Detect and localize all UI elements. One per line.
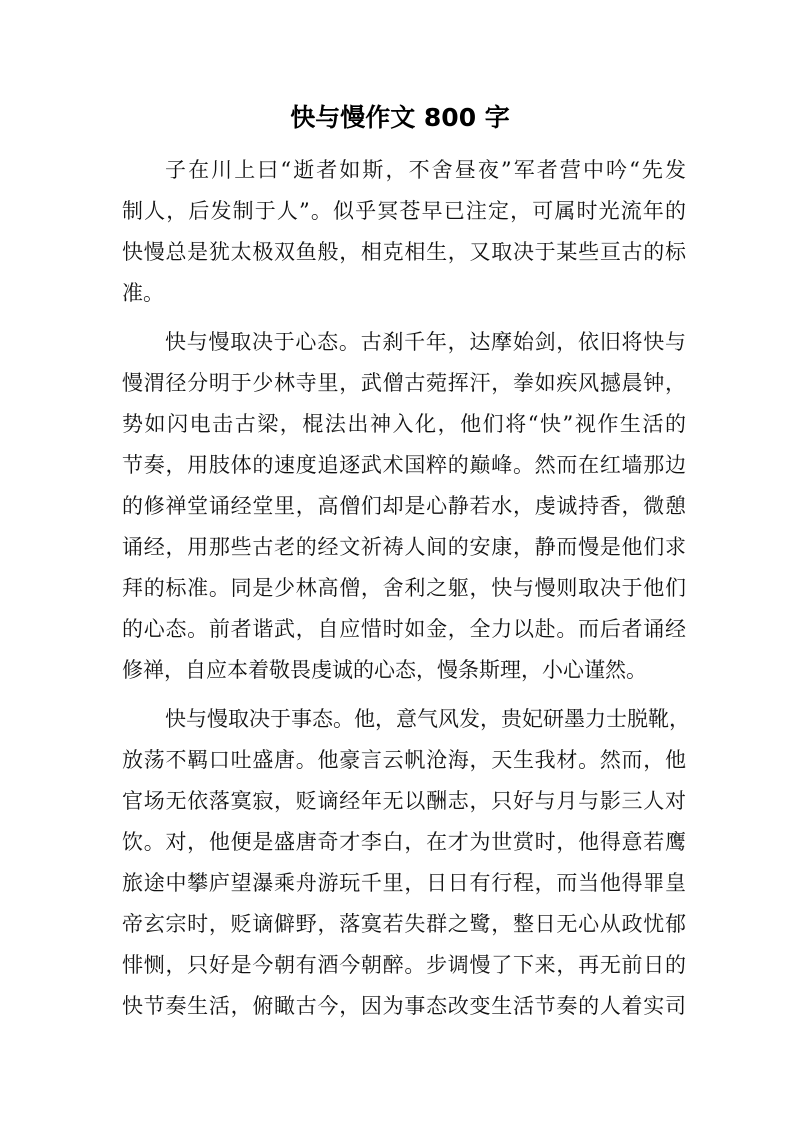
paragraph-line: 拜的标准。同是少林高僧，舍利之躯，快与慢则取决于他们 (122, 576, 686, 600)
paragraph-line: 帝玄宗时，贬谪僻野，落寞若失群之鹭，整日无心从政忧郁 (122, 912, 686, 936)
paragraph-line: 诵经，用那些古老的经文祈祷人间的安康，静而慢是他们求 (122, 535, 686, 559)
paragraph-line: 放荡不羁口吐盛唐。他豪言云帆沧海，天生我材。然而，他 (122, 748, 686, 772)
paragraph-line: 旅途中攀庐望瀑乘舟游玩千里，日日有行程，而当他得罪皇 (122, 871, 686, 895)
paragraph-line: 快节奏生活，俯瞰古今，因为事态改变生活节奏的人着实司 (122, 994, 686, 1018)
paragraph-line: 子在川上曰“逝者如斯，不舍昼夜”军者营中吟“先发 (165, 158, 686, 182)
paragraph-line: 官场无依落寞寂，贬谪经年无以酬志，只好与月与影三人对 (122, 789, 686, 813)
paragraph-line: 快与慢取决于事态。他，意气风发，贵妃研墨力士脱靴， (165, 707, 690, 731)
paragraph-line: 悱恻，只好是今朝有酒今朝醉。步调慢了下来，再无前日的 (122, 953, 686, 977)
document-title: 快与慢作文 800 字 (290, 103, 510, 132)
document-body (122, 150, 690, 1027)
paragraph-line: 准。 (122, 281, 164, 305)
paragraph-3 (122, 699, 690, 1027)
paragraph-spacer (122, 314, 686, 322)
paragraph-line: 慢渭径分明于少林寺里，武僧古菀挥汗，拳如疾风撼晨钟， (122, 371, 686, 395)
paragraph-line: 节奏，用肢体的速度追逐武术国粹的巅峰。然而在红墙那边 (122, 453, 686, 477)
paragraph-1 (122, 150, 686, 314)
paragraph-spacer (122, 691, 686, 699)
paragraph-line: 饮。对，他便是盛唐奇才李白，在才为世赏时，他得意若鹰 (122, 830, 686, 854)
paragraph-2 (122, 322, 686, 691)
paragraph-line: 制人，后发制于人”。似乎冥苍早已注定，可属时光流年的 (122, 199, 686, 223)
paragraph-line: 快与慢取决于心态。古刹千年，达摩始剑，依旧将快与 (165, 330, 686, 354)
paragraph-line: 的心态。前者谐武，自应惜时如金，全力以赴。而后者诵经 (122, 617, 686, 641)
paragraph-line: 快慢总是犹太极双鱼般，相克相生，又取决于某些亘古的标 (122, 240, 686, 264)
paragraph-line: 的修禅堂诵经堂里，高僧们却是心静若水，虔诚持香，微憩 (122, 494, 686, 518)
paragraph-line: 修禅，自应本着敬畏虔诚的心态，慢条斯理，小心谨然。 (122, 658, 647, 682)
paragraph-line: 势如闪电击古梁，棍法出神入化，他们将“快”视作生活的 (122, 412, 686, 436)
